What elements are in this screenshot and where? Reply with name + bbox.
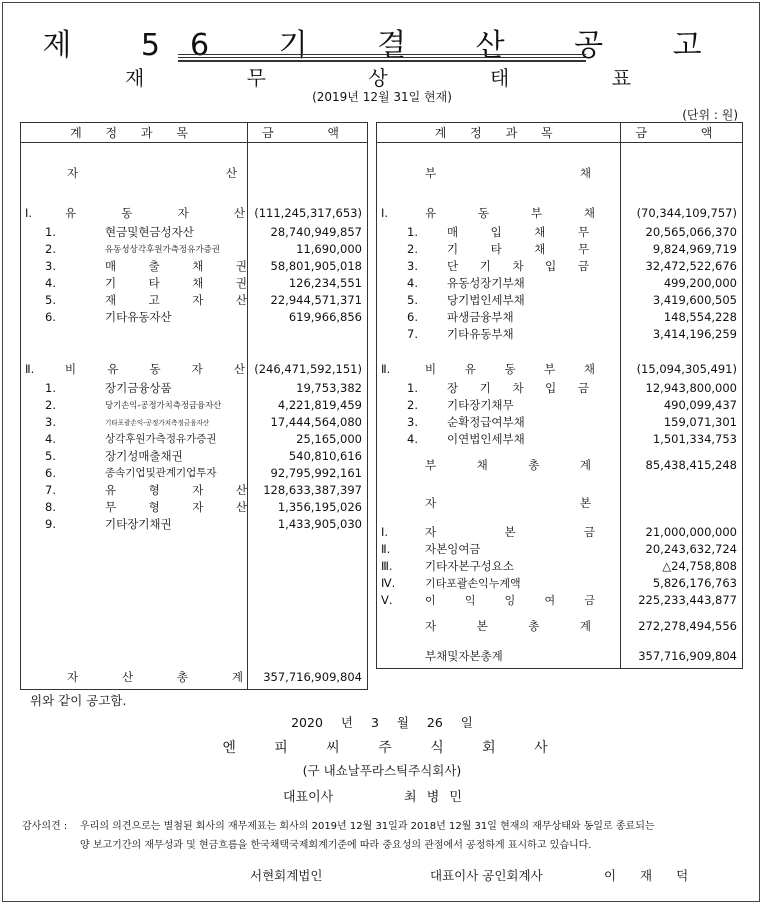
- table-row: [21, 464, 368, 481]
- item-label: 장기성매출채권: [105, 448, 183, 463]
- amount: 11,690,000: [296, 241, 362, 256]
- item-number: 1.: [407, 380, 418, 395]
- section-row: [377, 483, 743, 523]
- amount: 357,716,909,804: [263, 669, 362, 684]
- table-row: [21, 447, 368, 464]
- table-row: [377, 413, 743, 430]
- table-row: [21, 308, 368, 325]
- item-label: 비 유 동 자 산: [65, 362, 245, 376]
- amount: 28,740,949,857: [270, 224, 362, 239]
- total-label: 자 본 총 계: [425, 619, 591, 633]
- item-label: 유 형 자 산: [105, 482, 247, 497]
- table-row: [21, 186, 368, 203]
- amount: 3,419,600,505: [652, 292, 737, 307]
- table-row: [377, 557, 743, 574]
- assets-table: [20, 122, 368, 690]
- table-row: [377, 240, 743, 257]
- table-row: [377, 291, 743, 308]
- amount: 540,810,616: [288, 448, 362, 463]
- total-label: 부 채 총 계: [425, 458, 591, 472]
- item-label: 이 익 잉 여 금: [425, 593, 595, 607]
- audit-opinion-line1: 우리의 의견으로는 별첨된 회사의 재무제표는 회사의 2019년 12월 31일과 2018년 12월 31일 현재의 재무상태와 동일로 종료되는: [80, 821, 655, 832]
- amount: 499,200,000: [663, 275, 737, 290]
- section-row: [377, 160, 743, 186]
- item-number: 9.: [45, 516, 56, 531]
- amount: (246,471,592,151): [254, 362, 362, 376]
- item-label: 기타포괄손익누계액: [425, 576, 521, 590]
- amount: 9,824,969,719: [652, 241, 737, 256]
- amount: 20,565,066,370: [645, 224, 737, 239]
- table-row: [377, 274, 743, 291]
- notice-date: 2020 년 3 월 26 일: [291, 715, 473, 730]
- table-row: [21, 430, 368, 447]
- item-number: 4.: [407, 275, 418, 290]
- amount: 128,633,387,397: [263, 482, 362, 497]
- item-label: 비 유 동 부 채: [425, 362, 595, 376]
- section-row: [21, 160, 368, 186]
- item-label: 유동성상각후원가측정유가증권: [105, 244, 220, 255]
- liabilities-equity-table: [376, 122, 743, 669]
- table-row: [377, 186, 743, 203]
- item-label: 기타장기채권: [105, 516, 172, 531]
- item-number: 1.: [45, 224, 56, 239]
- left-amount-header: 금 액: [248, 123, 368, 143]
- item-label: 단 기 차 입 금: [447, 258, 589, 273]
- subtotal-row: [21, 203, 368, 223]
- item-label: 현금및현금성자산: [105, 224, 194, 239]
- grand-total-label: 부채및자본총계: [425, 648, 503, 663]
- total-row: [21, 665, 368, 689]
- amount: 58,801,905,018: [270, 258, 362, 273]
- item-label: 이연법인세부채: [447, 431, 525, 446]
- item-label: 순확정급여부채: [447, 414, 525, 429]
- table-row: [377, 379, 743, 396]
- item-label: 기 타 채 권: [105, 275, 247, 290]
- amount: 17,444,564,080: [270, 414, 362, 429]
- item-number: Ⅰ.: [381, 206, 389, 220]
- item-label: 기 타 채 무: [447, 241, 589, 256]
- amount: 92,795,992,161: [270, 465, 362, 480]
- amount: 619,966,856: [288, 309, 362, 324]
- item-label: 상각후원가측정유가증권: [105, 433, 217, 445]
- section-label: 부 채: [425, 166, 591, 180]
- table-row: [377, 325, 743, 342]
- item-number: Ⅴ.: [381, 592, 393, 607]
- ceo-title: 대표이사: [283, 790, 334, 805]
- table-row: [377, 523, 743, 540]
- item-label: 종속기업및관계기업투자: [105, 467, 217, 479]
- item-label: 기타자본구성요소: [425, 558, 514, 573]
- table-row: [377, 143, 743, 161]
- item-number: 2.: [45, 397, 56, 412]
- table-row: [21, 379, 368, 396]
- table-row: [377, 540, 743, 557]
- item-number: Ⅱ.: [25, 362, 35, 376]
- table-row: [21, 274, 368, 291]
- amount: 19,753,382: [296, 380, 362, 395]
- table-row: [21, 515, 368, 532]
- item-number: 1.: [45, 380, 56, 395]
- amount: 5,826,176,763: [652, 575, 737, 590]
- right-amount-header: 금 액: [621, 123, 743, 143]
- amount: 85,438,415,248: [645, 458, 737, 472]
- table-row: [21, 325, 368, 359]
- item-number: 5.: [45, 448, 56, 463]
- table-row: [21, 396, 368, 413]
- subtotal-row: [377, 203, 743, 223]
- right-account-header: 계 정 과 목: [377, 123, 621, 143]
- item-label: 파생금융부채: [447, 309, 514, 324]
- amount: 20,243,632,724: [645, 541, 737, 556]
- amount: 32,472,522,676: [645, 258, 737, 273]
- item-number: 7.: [407, 326, 418, 341]
- former-company-name: (구 내쇼날푸라스틱주식회사): [302, 763, 462, 778]
- item-label: 기타유동부채: [447, 326, 514, 341]
- section-label: 자 본: [425, 496, 591, 510]
- table-row: [21, 257, 368, 274]
- amount: 21,000,000,000: [645, 524, 737, 539]
- auditor-title: 대표이사 공인회계사: [430, 868, 543, 883]
- item-number: 3.: [45, 258, 56, 273]
- item-number: 2.: [45, 241, 56, 256]
- amount: 1,356,195,026: [277, 499, 362, 514]
- amount: 25,165,000: [296, 431, 362, 446]
- item-label: 자본잉여금: [425, 541, 481, 556]
- audit-opinion-line2: 양 보고기간의 재무성과 및 현금흐름을 한국채택국제회계기준에 따라 중요성의 관점에서 공정하게 표시하고 있습니다.: [80, 840, 592, 851]
- notice-text: 위와 같이 공고함.: [30, 693, 127, 708]
- amount: 148,554,228: [663, 309, 737, 324]
- amount: △24,758,808: [662, 558, 737, 573]
- item-number: 5.: [407, 292, 418, 307]
- table-row: [377, 591, 743, 608]
- amount: (111,245,317,653): [254, 206, 362, 220]
- table-row: [21, 240, 368, 257]
- item-label: 유 동 부 채: [425, 206, 595, 220]
- statement-title: 재 무 상 태 표: [124, 66, 680, 90]
- item-number: 4.: [45, 275, 56, 290]
- announcement-title: 제 56 기 결 산 공 고: [42, 28, 732, 63]
- statement-date: (2019년 12월 31일 현재): [312, 90, 452, 104]
- amount: 225,233,443,877: [638, 592, 737, 607]
- company-name: 엔 피 씨 주 식 회 사: [222, 740, 548, 756]
- item-number: Ⅱ.: [381, 362, 391, 376]
- ceo-name: 최 병 민: [404, 790, 462, 805]
- unit-label: (단위 : 원): [682, 108, 738, 122]
- item-number: 6.: [45, 309, 56, 324]
- table-row: [377, 430, 743, 447]
- amount: 357,716,909,804: [638, 648, 737, 663]
- item-label: 자 본 금: [425, 524, 595, 539]
- item-number: 3.: [45, 414, 56, 429]
- amount: 126,234,551: [288, 275, 362, 290]
- item-label: 당기손익-공정가치측정금융자산: [105, 399, 222, 410]
- amount: (15,094,305,491): [636, 362, 737, 376]
- item-number: 1.: [407, 224, 418, 239]
- item-number: 7.: [45, 482, 56, 497]
- audit-opinion-label: 감사의견 :: [22, 821, 68, 832]
- item-number: 4.: [45, 431, 56, 446]
- total-row: [377, 608, 743, 644]
- amount: 4,221,819,459: [277, 397, 362, 412]
- item-label: 유동성장기부채: [447, 275, 525, 290]
- item-label: 기타포괄손익-공정가치측정금융자산: [105, 418, 210, 427]
- table-row: [21, 143, 368, 161]
- item-number: 2.: [407, 397, 418, 412]
- table-row: [21, 223, 368, 240]
- item-number: Ⅱ.: [381, 541, 391, 556]
- amount: 22,944,571,371: [270, 292, 362, 307]
- table-row: [377, 396, 743, 413]
- item-number: 4.: [407, 431, 418, 446]
- total-label: 자 산 총 계: [67, 669, 243, 684]
- table-row: [377, 308, 743, 325]
- title-underline: [178, 54, 586, 62]
- item-number: Ⅲ.: [381, 558, 393, 573]
- grand-total-row: [377, 644, 743, 668]
- table-row: [21, 413, 368, 430]
- table-row: [377, 223, 743, 240]
- item-label: 무 형 자 산: [105, 499, 247, 514]
- item-number: 8.: [45, 499, 56, 514]
- amount: 1,501,334,753: [652, 431, 737, 446]
- table-row: [21, 498, 368, 515]
- amount: 3,414,196,259: [652, 326, 737, 341]
- subtotal-row: [21, 359, 368, 379]
- item-number: 2.: [407, 241, 418, 256]
- item-number: 6.: [407, 309, 418, 324]
- table-row: [21, 291, 368, 308]
- total-row: [377, 447, 743, 483]
- auditor-name: 이 재 덕: [604, 868, 689, 883]
- item-number: Ⅰ.: [381, 524, 389, 539]
- table-row: [21, 481, 368, 498]
- amount: 272,278,494,556: [638, 619, 737, 633]
- item-number: 3.: [407, 414, 418, 429]
- amount: 12,943,800,000: [645, 380, 737, 395]
- item-number: 3.: [407, 258, 418, 273]
- table-row: [21, 532, 368, 665]
- item-label: 당기법인세부채: [447, 292, 525, 307]
- table-row: [377, 574, 743, 591]
- item-number: Ⅰ.: [25, 206, 33, 220]
- table-row: [377, 257, 743, 274]
- auditor-firm: 서현회계법인: [250, 868, 323, 883]
- item-number: 6.: [45, 465, 56, 480]
- item-label: 장기금융상품: [105, 380, 172, 395]
- item-label: 매 출 채 권: [105, 258, 247, 273]
- item-label: 기타장기채무: [447, 397, 514, 412]
- amount: 490,099,437: [663, 397, 737, 412]
- amount: 1,433,905,030: [277, 516, 362, 531]
- subtotal-row: [377, 359, 743, 379]
- item-number: Ⅳ.: [381, 575, 396, 590]
- amount: 159,071,301: [663, 414, 737, 429]
- amount: (70,344,109,757): [636, 206, 737, 220]
- left-account-header: 계 정 과 목: [21, 123, 248, 143]
- item-label: 재 고 자 산: [105, 292, 247, 307]
- item-label: 매 입 채 무: [447, 224, 589, 239]
- item-number: 5.: [45, 292, 56, 307]
- table-row: [377, 342, 743, 359]
- item-label: 유 동 자 산: [65, 206, 245, 220]
- item-label: 기타유동자산: [105, 309, 172, 324]
- item-label: 장 기 차 입 금: [447, 380, 589, 395]
- section-label: 자 산: [67, 166, 237, 180]
